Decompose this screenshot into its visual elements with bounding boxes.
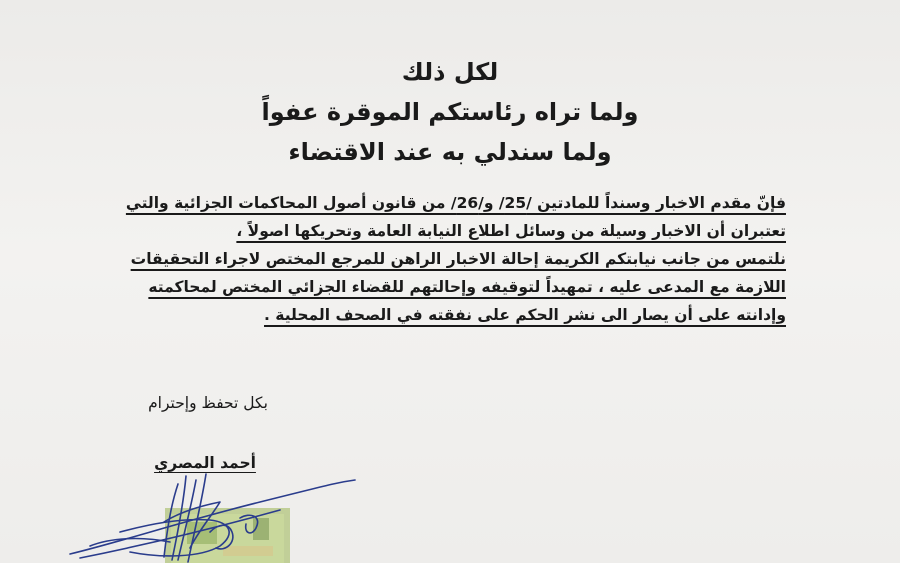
- body-line-5: وإدانته على أن يصار الى نشر الحكم على نفقته في الصحف المحلية .: [264, 306, 786, 324]
- handwritten-signature: [60, 462, 360, 563]
- signatory-name: أحمد المصري: [154, 454, 256, 472]
- heading-line-2: ولما تراه رئاستكم الموقرة عفواً: [261, 98, 639, 126]
- closing-salutation: بكل تحفظ وإحترام: [148, 394, 268, 412]
- body-line-1: فإنّ مقدم الاخبار وسنداً للمادتين /25/ و/26/ من قانون أصول المحاكمات الجزائية والتي: [125, 194, 786, 212]
- heading-line-1: لكل ذلك: [401, 58, 499, 86]
- heading-line-3: ولما سندلي به عند الاقتضاء: [288, 138, 612, 166]
- body-line-3: نلتمس من جانب نيابتكم الكريمة إحالة الاخبار الراهن للمرجع المختص لاجراء التحقيقات: [130, 250, 786, 268]
- body-line-2: تعتبران أن الاخبار وسيلة من وسائل اطلاع النيابة العامة وتحريكها اصولاً ،: [236, 222, 786, 240]
- body-line-4: اللازمة مع المدعى عليه ، تمهيداً لتوقيفه وإحالتهم للقضاء الجزائي المختص لمحاكمته: [148, 278, 786, 296]
